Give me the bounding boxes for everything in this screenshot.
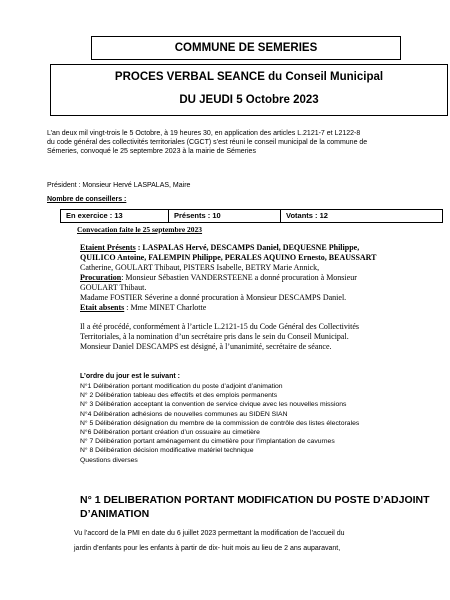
commune-title: COMMUNE DE SEMERIES: [174, 42, 318, 54]
procuration-line-1: [80, 273, 357, 283]
procuration-label: Procuration: [80, 273, 122, 282]
list-item: N°4 Délibération adhésions de nouvelles communes au SIDEN SIAN: [80, 410, 288, 418]
procuration-line-2: GOULART Thibaut.: [80, 283, 147, 292]
absents-label: Etait absents: [80, 303, 125, 312]
list-item: Questions diverses: [80, 456, 138, 464]
secretary-line-1: Il a été procédé, conformément à l’article L.2121-15 du Code Général des Collectivités: [80, 322, 360, 331]
list-item: N°1 Délibération portant modification du poste d’adjoint d’animation: [80, 383, 283, 390]
secretary-line-3: Monsieur Daniel DESCAMPS est désigné, à l’unanimité, secrétaire de séance.: [80, 342, 332, 351]
list-item: N° 3 Délibération acceptant la convention de service civique avec les nouvelles missions: [80, 401, 347, 409]
intro-paragraph: [47, 129, 367, 156]
nombre-conseillers-label: Nombre de conseillers :: [47, 196, 127, 203]
pv-title: PROCES VERBAL SEANCE du Conseil Municipal: [114, 71, 384, 83]
presents-line-1: [80, 243, 359, 253]
section-body-line: jardin d’enfants pour les enfants à partir de dix- huit mois au lieu de 2 ans auparavant,: [74, 545, 341, 552]
intro-line: du code général des collectivités territoriales (CGCT) s’est réuni le conseil municipal de la commune de: [47, 139, 368, 146]
procuration-line-3: Madame FOSTIER Séverine a donné procuration à Monsieur DESCAMPS Daniel.: [80, 293, 347, 302]
section-body: [74, 526, 345, 556]
absents-text: : Mme MINET Charlotte: [124, 303, 207, 312]
pv-header-box: [50, 64, 448, 116]
counts-table: [60, 209, 443, 223]
intro-line: L’an deux mil vingt-trois le 5 Octobre, à 19 heures 30, en application des articles L.2121-7 et L2122-8: [47, 130, 361, 137]
secretary-line-2: Territoriales, à la nomination d’un secrétaire pris dans le sein du Conseil Municipal.: [80, 332, 349, 341]
list-item: N° 7 Délibération portant aménagement du cimetière pour l’implantation de cavurnes: [80, 438, 335, 446]
presents-label: Etaient Présents: [80, 243, 136, 252]
list-item: N° 2 Délibération tableau des effectifs et des emplois permanents: [80, 392, 278, 400]
list-item: N° 5 Délibération désignation du membre de la commission de contrôle des listes électorales: [80, 419, 360, 427]
president-line: Président : Monsieur Hervé LASPALAS, Maire: [47, 182, 191, 189]
absents-line: [80, 303, 206, 313]
pv-date: DU JEUDI 5 Octobre 2023: [179, 94, 319, 106]
procuration-text-1: : Monsieur Sébastien VANDERSTEENE a donné procuration à Monsieur: [121, 273, 357, 282]
presents-names-1: : LASPALAS Hervé, DESCAMPS Daniel, DEQUESNE Philippe,: [135, 243, 360, 252]
ordre-du-jour-list: [80, 382, 359, 465]
intro-line: Sémeries, convoqué le 25 septembre 2023 à la mairie de Sémeries: [47, 148, 256, 155]
presents-line-2: QUILICO Antoine, FALEMPIN Philippe, PERALES AQUINO Ernesto, BEAUSSART: [80, 253, 377, 262]
section-title: [80, 493, 430, 521]
section-title-line-1: N° 1 DELIBERATION PORTANT MODIFICATION DU POSTE D’ADJOINT: [80, 494, 430, 506]
list-item: N°6 Délibération portant création d’un ossuaire au cimetière: [80, 429, 260, 437]
presents-line-3: Catherine, GOULART Thibaut, PISTERS Isabelle, BETRY Marie Annick,: [80, 263, 320, 272]
count-votants: Votants : 12: [286, 211, 328, 220]
list-item: N° 8 Délibération décision modificative matériel technique: [80, 447, 254, 455]
commune-header-box: [91, 36, 401, 60]
convocation-line: Convocation faite le 25 septembre 2023: [77, 225, 203, 234]
section-title-line-2: D’ANIMATION: [80, 508, 150, 520]
ordre-du-jour-title: L’ordre du jour est le suivant :: [80, 373, 180, 380]
count-exercice: En exercice : 13: [61, 210, 169, 222]
section-body-line: Vu l’accord de la PMI en date du 6 juillet 2023 permettant la modification de l’accueil du: [74, 530, 345, 537]
count-presents: Présents : 10: [169, 210, 281, 222]
